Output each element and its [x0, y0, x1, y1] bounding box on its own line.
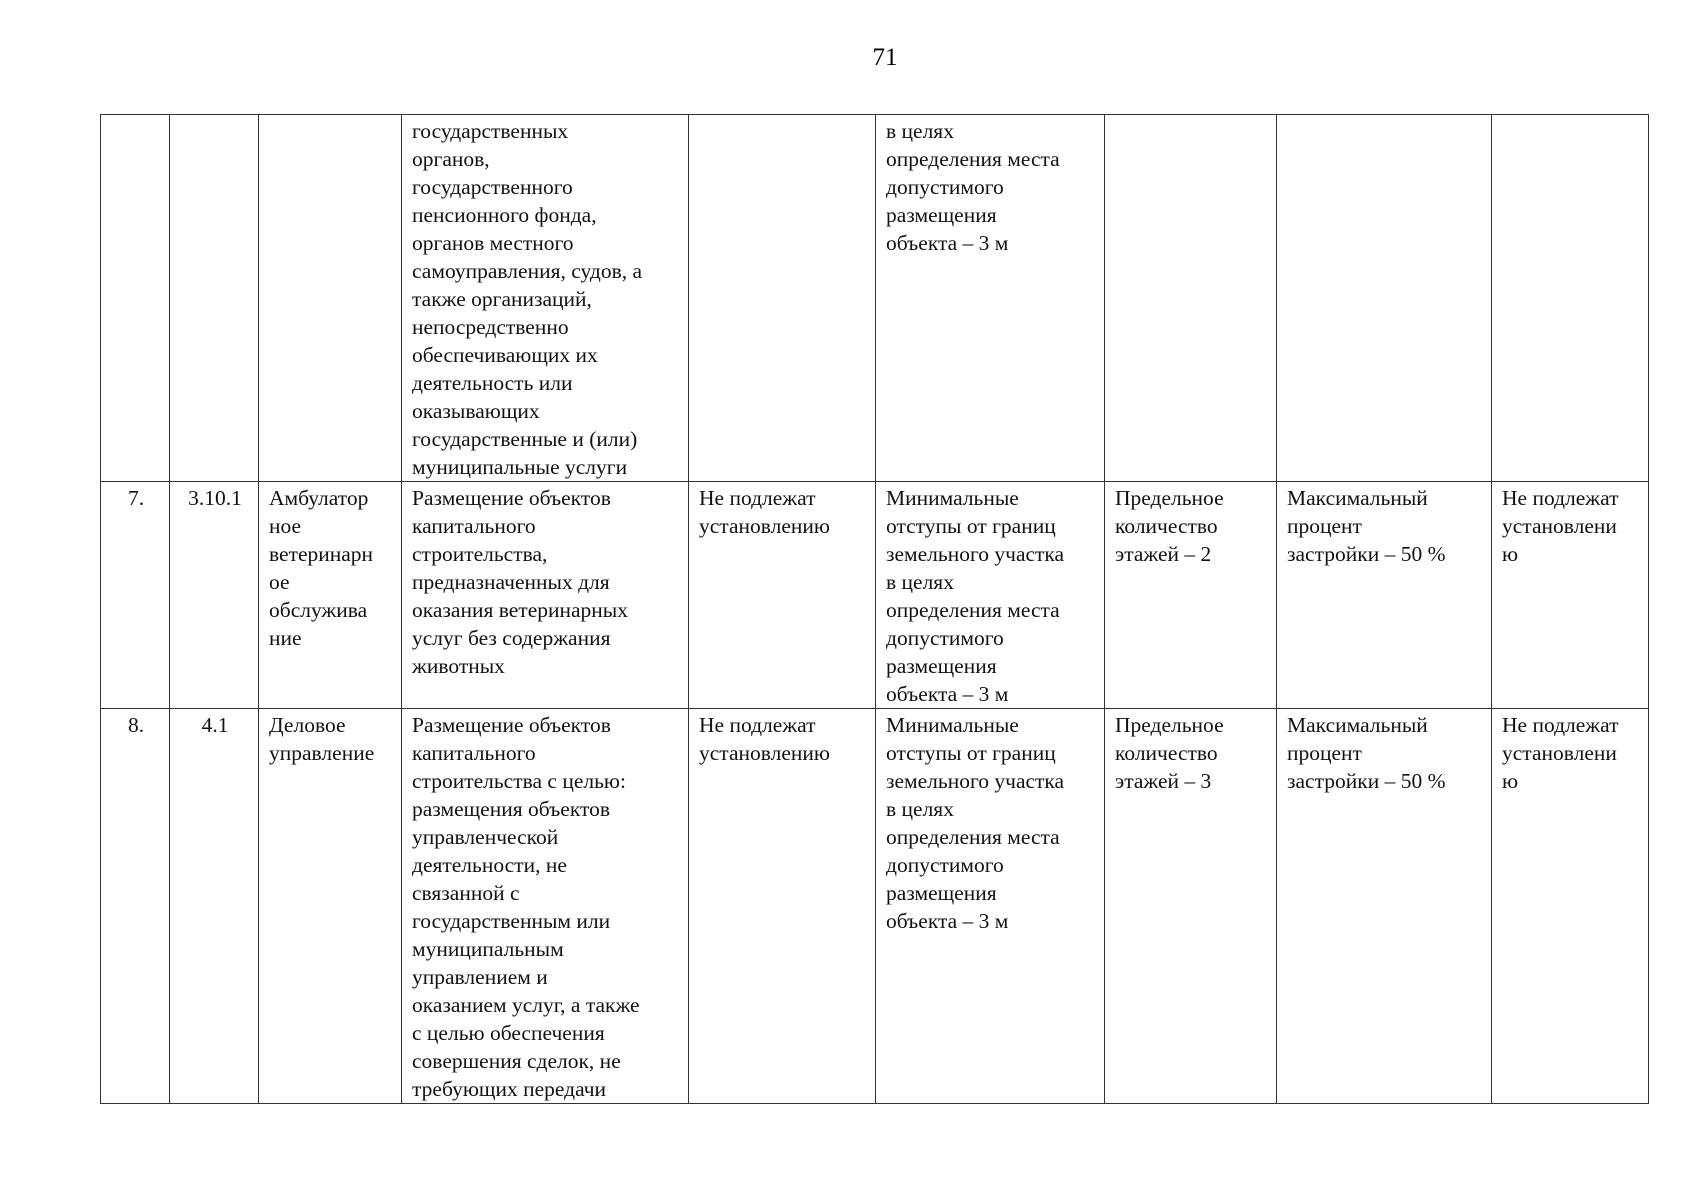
- cell-text-line: процент: [1287, 741, 1362, 765]
- cell-text-line: отступы от границ: [886, 741, 1056, 765]
- row-number-cell: [101, 709, 170, 1104]
- cell-text-line: ние: [269, 626, 302, 650]
- cell-text-line: объекта – 3 м: [886, 231, 1009, 255]
- row-number-cell: [101, 115, 170, 482]
- cell-text-line: деятельность или: [412, 371, 573, 395]
- coverage-percent-cell: [1277, 115, 1492, 482]
- setbacks-cell: [876, 115, 1105, 482]
- cell-text-line: земельного участка: [886, 542, 1065, 566]
- land-use-name-cell: [259, 482, 402, 709]
- row-number-cell: [101, 482, 170, 709]
- cell-text-line: 3.10.1: [188, 486, 242, 510]
- cell-text-line: капитального: [412, 514, 536, 538]
- land-use-description-cell: [402, 482, 689, 709]
- cell-text-line: пенсионного фонда,: [412, 203, 597, 227]
- cell-text-line: обеспечивающих их: [412, 343, 598, 367]
- cell-text-line: Предельное: [1115, 486, 1224, 510]
- land-use-description-cell: [402, 115, 689, 482]
- activity-code-cell: [170, 115, 259, 482]
- cell-text-line: капитального: [412, 741, 536, 765]
- cell-text-line: государственные и (или): [412, 427, 638, 451]
- cell-text-line: строительства,: [412, 542, 548, 566]
- cell-text-line: ю: [1502, 542, 1519, 566]
- cell-text-line: объекта – 3 м: [886, 909, 1009, 933]
- table-row: [101, 115, 1649, 482]
- cell-text-line: размещения объектов: [412, 797, 610, 821]
- cell-text-line: государственного: [412, 175, 573, 199]
- cell-text-line: допустимого: [886, 626, 1004, 650]
- floor-limit-cell: [1105, 482, 1277, 709]
- cell-text-line: также организаций,: [412, 287, 592, 311]
- floor-limit-cell: [1105, 709, 1277, 1104]
- cell-text-line: управленческой: [412, 825, 559, 849]
- cell-text-line: определения места: [886, 147, 1060, 171]
- plot-area-limits-cell: [689, 709, 876, 1104]
- cell-text-line: ое: [269, 570, 290, 594]
- cell-text-line: отступы от границ: [886, 514, 1056, 538]
- cell-text-line: органов местного: [412, 231, 574, 255]
- other-parameters-cell: [1492, 115, 1649, 482]
- land-use-name-cell: [259, 709, 402, 1104]
- cell-text-line: Минимальные: [886, 486, 1019, 510]
- other-parameters-cell: [1492, 709, 1649, 1104]
- cell-text-line: 7.: [127, 486, 145, 510]
- cell-text-line: государственных: [412, 119, 569, 143]
- cell-text-line: количество: [1115, 514, 1218, 538]
- cell-text-line: муниципальные услуги: [412, 455, 628, 479]
- cell-text-line: допустимого: [886, 853, 1004, 877]
- plot-area-limits-cell: [689, 482, 876, 709]
- cell-text-line: Не подлежат: [1502, 486, 1619, 510]
- activity-code-cell: [170, 709, 259, 1104]
- cell-text-line: Не подлежат: [699, 713, 816, 737]
- page-number: 71: [872, 44, 898, 71]
- cell-text-line: Минимальные: [886, 713, 1019, 737]
- setbacks-cell: [876, 482, 1105, 709]
- cell-text-line: оказанием услуг, а также: [412, 993, 640, 1017]
- floor-limit-cell: [1105, 115, 1277, 482]
- cell-text-line: Не подлежат: [1502, 713, 1619, 737]
- cell-text-line: животных: [412, 654, 505, 678]
- cell-text-line: установлению: [699, 741, 830, 765]
- cell-text-line: Размещение объектов: [412, 486, 611, 510]
- cell-text-line: требующих передачи: [412, 1077, 607, 1101]
- cell-text-line: органов,: [412, 147, 490, 171]
- cell-text-line: Максимальный: [1287, 713, 1428, 737]
- cell-text-line: муниципальным: [412, 937, 564, 961]
- zoning-regulations-table: [100, 114, 1649, 1104]
- cell-text-line: этажей – 3: [1115, 769, 1212, 793]
- cell-text-line: установлени: [1502, 514, 1617, 538]
- table-row: [101, 709, 1649, 1104]
- setbacks-cell: [876, 709, 1105, 1104]
- cell-text-line: застройки – 50 %: [1287, 769, 1446, 793]
- other-parameters-cell: [1492, 482, 1649, 709]
- cell-text-line: Размещение объектов: [412, 713, 611, 737]
- cell-text-line: самоуправления, судов, а: [412, 259, 643, 283]
- coverage-percent-cell: [1277, 482, 1492, 709]
- cell-text-line: совершения сделок, не: [412, 1049, 621, 1073]
- cell-text-line: количество: [1115, 741, 1218, 765]
- cell-text-line: определения места: [886, 825, 1060, 849]
- land-use-name-cell: [259, 115, 402, 482]
- cell-text-line: размещения: [886, 203, 997, 227]
- cell-text-line: размещения: [886, 881, 997, 905]
- cell-text-line: Деловое: [269, 713, 346, 737]
- cell-text-line: оказания ветеринарных: [412, 598, 628, 622]
- cell-text-line: ветеринарн: [269, 542, 374, 566]
- cell-text-line: государственным или: [412, 909, 611, 933]
- cell-text-line: установлени: [1502, 741, 1617, 765]
- land-use-description-cell: [402, 709, 689, 1104]
- cell-text-line: ю: [1502, 769, 1519, 793]
- cell-text-line: Амбулатор: [269, 486, 369, 510]
- cell-text-line: земельного участка: [886, 769, 1065, 793]
- cell-text-line: Максимальный: [1287, 486, 1428, 510]
- coverage-percent-cell: [1277, 709, 1492, 1104]
- cell-text-line: управление: [269, 741, 375, 765]
- cell-text-line: объекта – 3 м: [886, 682, 1009, 706]
- plot-area-limits-cell: [689, 115, 876, 482]
- cell-text-line: этажей – 2: [1115, 542, 1212, 566]
- cell-text-line: непосредственно: [412, 315, 569, 339]
- cell-text-line: 8.: [127, 713, 145, 737]
- cell-text-line: деятельности, не: [412, 853, 567, 877]
- cell-text-line: с целью обеспечения: [412, 1021, 605, 1045]
- cell-text-line: определения места: [886, 598, 1060, 622]
- cell-text-line: строительства с целью:: [412, 769, 626, 793]
- cell-text-line: связанной с: [412, 881, 520, 905]
- activity-code-cell: [170, 482, 259, 709]
- cell-text-line: застройки – 50 %: [1287, 542, 1446, 566]
- cell-text-line: ное: [269, 514, 302, 538]
- cell-text-line: размещения: [886, 654, 997, 678]
- cell-text-line: в целях: [886, 119, 954, 143]
- cell-text-line: в целях: [886, 797, 954, 821]
- cell-text-line: Предельное: [1115, 713, 1224, 737]
- cell-text-line: управлением и: [412, 965, 548, 989]
- cell-text-line: услуг без содержания: [412, 626, 611, 650]
- cell-text-line: в целях: [886, 570, 954, 594]
- cell-text-line: предназначенных для: [412, 570, 610, 594]
- cell-text-line: процент: [1287, 514, 1362, 538]
- cell-text-line: установлению: [699, 514, 830, 538]
- table-row: [101, 482, 1649, 709]
- cell-text-line: оказывающих: [412, 399, 540, 423]
- cell-text-line: Не подлежат: [699, 486, 816, 510]
- cell-text-line: 4.1: [201, 713, 229, 737]
- cell-text-line: допустимого: [886, 175, 1004, 199]
- cell-text-line: обслужива: [269, 598, 368, 622]
